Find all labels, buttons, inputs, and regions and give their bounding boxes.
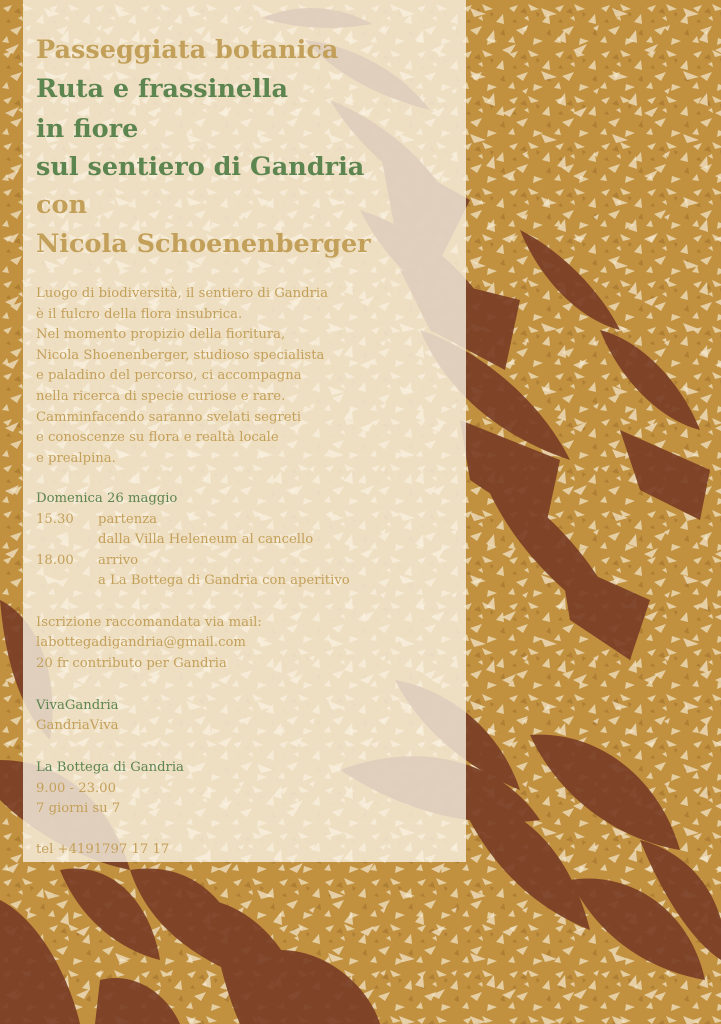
venue-hours: 9.00 - 23.00 bbox=[36, 781, 116, 796]
description-line: e paladino del percorso, ci accompagna bbox=[36, 368, 302, 384]
schedule-label-start: partenza bbox=[98, 512, 158, 527]
event-title-line-3: sul sentiero di Gandria bbox=[36, 152, 365, 182]
event-date: Domenica 26 maggio bbox=[36, 491, 178, 506]
schedule-label-end: arrivo bbox=[98, 553, 139, 568]
description-line: Nicola Shoenenberger, studioso specialista bbox=[36, 347, 325, 363]
description-line: nella ricerca di specie curiose e rare. bbox=[36, 388, 286, 404]
schedule-time-start: 15.30 bbox=[36, 512, 74, 527]
contact-phone: tel +4191797 17 17 bbox=[36, 842, 170, 857]
description bbox=[36, 284, 328, 469]
description-line: e prealpina. bbox=[36, 450, 116, 466]
event-kicker: Passeggiata botanica bbox=[36, 35, 339, 65]
organizer-1: VivaGandria bbox=[36, 698, 119, 713]
organizer-2: GandriaViva bbox=[36, 718, 119, 733]
schedule-time-end: 18.00 bbox=[36, 553, 74, 568]
registration-fee: 20 fr contributo per Gandria bbox=[36, 656, 227, 671]
registration-note: Iscrizione raccomandata via mail: bbox=[36, 615, 262, 630]
schedule-detail-end: a La Bottega di Gandria con aperitivo bbox=[98, 573, 350, 588]
event-title-line-2: in fiore bbox=[36, 114, 139, 144]
event-title-line-1: Ruta e frassinella bbox=[36, 74, 288, 104]
event-with: con bbox=[36, 190, 88, 220]
description-line: e conoscenze su flora e realtà locale bbox=[36, 430, 279, 446]
description-line: Luogo di biodiversità, il sentiero di Gandria bbox=[36, 286, 328, 301]
schedule-detail-start: dalla Villa Heleneum al cancello bbox=[98, 532, 314, 547]
event-guide: Nicola Schoenenberger bbox=[36, 229, 371, 259]
venue-name: La Bottega di Gandria bbox=[36, 760, 184, 775]
description-line: è il fulcro della flora insubrica. bbox=[36, 306, 243, 322]
registration-email-link[interactable]: labottegadigandria@gmail.com bbox=[36, 635, 246, 650]
venue-days: 7 giorni su 7 bbox=[36, 801, 121, 816]
description-line: Nel momento propizio della fioritura, bbox=[36, 327, 286, 343]
description-line: Camminfacendo saranno svelati segreti bbox=[36, 409, 302, 425]
